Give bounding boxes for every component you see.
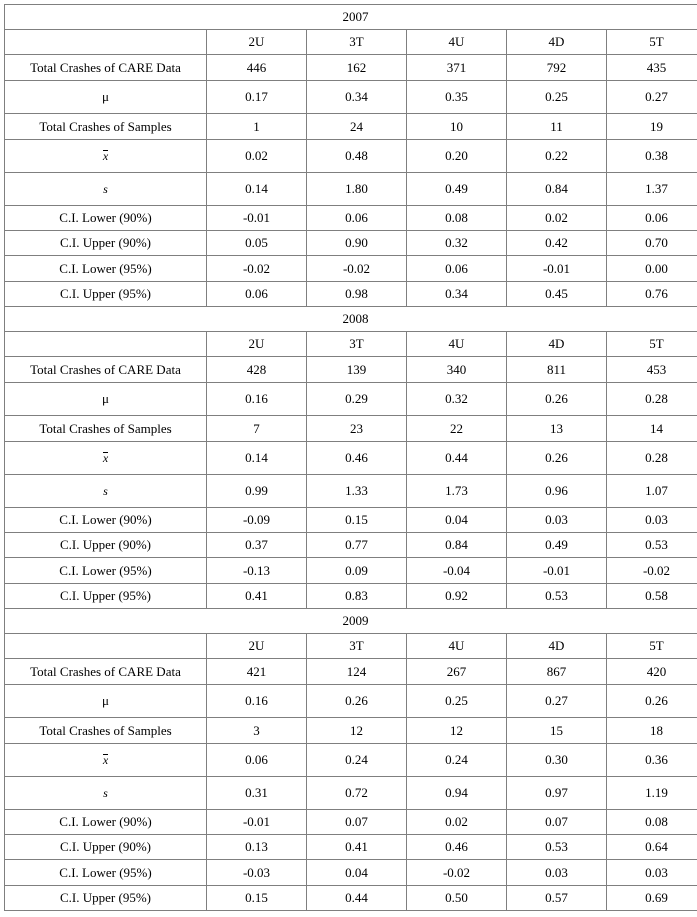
table-cell: 0.34: [407, 282, 507, 307]
row-label: [5, 114, 207, 140]
table-row: [5, 442, 697, 475]
year-label: 2009: [5, 609, 697, 634]
row-label-text: C.I. Upper (95%): [60, 890, 151, 905]
table-cell: 0.53: [507, 584, 607, 609]
table-cell: 792: [507, 55, 607, 81]
row-label-text: C.I. Upper (95%): [60, 286, 151, 301]
table-cell: 0.22: [507, 140, 607, 173]
table-cell: 0.53: [607, 533, 697, 558]
table-cell: 0.04: [307, 860, 407, 886]
table-cell: 0.03: [507, 508, 607, 533]
table-row: [5, 416, 697, 442]
table-cell: 0.26: [507, 442, 607, 475]
table-cell: 0.02: [407, 810, 507, 835]
row-label: [5, 55, 207, 81]
column-header: 2U: [207, 332, 307, 357]
row-label-text: C.I. Upper (90%): [60, 537, 151, 552]
table-row: [5, 114, 697, 140]
row-label: [5, 718, 207, 744]
table-cell: 0.26: [607, 685, 697, 718]
table-cell: 0.27: [507, 685, 607, 718]
table-cell: -0.02: [607, 558, 697, 584]
table-cell: 0.70: [607, 231, 697, 256]
table-cell: -0.02: [407, 860, 507, 886]
row-label: [5, 383, 207, 416]
column-header-row: [5, 332, 697, 357]
table-row: [5, 533, 697, 558]
table-cell: 0.99: [207, 475, 307, 508]
table-cell: 0.49: [407, 173, 507, 206]
table-row: [5, 584, 697, 609]
table-row: [5, 55, 697, 81]
column-header: 4U: [407, 634, 507, 659]
table-cell: 435: [607, 55, 697, 81]
year-label: 2008: [5, 307, 697, 332]
table-cell: 340: [407, 357, 507, 383]
table-cell: 0.46: [307, 442, 407, 475]
table-cell: 139: [307, 357, 407, 383]
row-label-text: Total Crashes of CARE Data: [30, 663, 181, 679]
table-cell: 0.07: [507, 810, 607, 835]
table-cell: 0.31: [207, 777, 307, 810]
statistics-table: [4, 4, 697, 911]
table-cell: 0.90: [307, 231, 407, 256]
row-label-text: Total Crashes of CARE Data: [30, 361, 181, 377]
row-label-text: x: [102, 451, 109, 465]
table-row: [5, 886, 697, 911]
row-label: [5, 533, 207, 558]
table-cell: 428: [207, 357, 307, 383]
table-cell: 14: [607, 416, 697, 442]
table-cell: 0.28: [607, 442, 697, 475]
row-label-text: s: [103, 182, 108, 196]
table-cell: 7: [207, 416, 307, 442]
column-header: 4D: [507, 332, 607, 357]
row-label-text: C.I. Lower (90%): [59, 210, 152, 225]
table-cell: 267: [407, 659, 507, 685]
table-cell: 12: [407, 718, 507, 744]
table-row: [5, 81, 697, 114]
table-cell: 420: [607, 659, 697, 685]
column-header-row: [5, 634, 697, 659]
table-cell: 0.07: [307, 810, 407, 835]
table-cell: 0.50: [407, 886, 507, 911]
table-row: [5, 558, 697, 584]
table-cell: 0.06: [307, 206, 407, 231]
table-cell: 0.25: [407, 685, 507, 718]
table-cell: -0.01: [507, 256, 607, 282]
table-cell: 0.05: [207, 231, 307, 256]
column-header: 5T: [607, 634, 697, 659]
table-cell: 0.06: [207, 744, 307, 777]
table-cell: 1.37: [607, 173, 697, 206]
row-label-text: C.I. Lower (95%): [59, 562, 152, 578]
table-cell: 0.14: [207, 442, 307, 475]
table-cell: 0.38: [607, 140, 697, 173]
table-row: [5, 256, 697, 282]
table-cell: 11: [507, 114, 607, 140]
table-cell: 0.37: [207, 533, 307, 558]
table-cell: 811: [507, 357, 607, 383]
row-label: [5, 256, 207, 282]
table-cell: 0.64: [607, 835, 697, 860]
table-cell: 0.26: [307, 685, 407, 718]
table-cell: -0.09: [207, 508, 307, 533]
table-cell: 421: [207, 659, 307, 685]
table-cell: -0.01: [207, 206, 307, 231]
table-cell: 0.13: [207, 835, 307, 860]
table-cell: 0.06: [407, 256, 507, 282]
table-cell: 0.25: [507, 81, 607, 114]
row-label: [5, 173, 207, 206]
row-label-text: Total Crashes of CARE Data: [30, 59, 181, 75]
row-label-text: C.I. Upper (90%): [60, 839, 151, 854]
table-cell: 0.08: [607, 810, 697, 835]
table-row: [5, 383, 697, 416]
column-header: 4D: [507, 30, 607, 55]
table-cell: 0.94: [407, 777, 507, 810]
row-label: [5, 475, 207, 508]
table-cell: 0.98: [307, 282, 407, 307]
table-cell: 1.80: [307, 173, 407, 206]
table-cell: -0.13: [207, 558, 307, 584]
table-cell: 0.15: [307, 508, 407, 533]
table-cell: 0.34: [307, 81, 407, 114]
table-row: [5, 659, 697, 685]
table-cell: 0.36: [607, 744, 697, 777]
table-row: [5, 140, 697, 173]
table-cell: 1: [207, 114, 307, 140]
header-empty-cell: [5, 332, 207, 357]
table-cell: -0.01: [207, 810, 307, 835]
row-label: [5, 282, 207, 307]
row-label: [5, 206, 207, 231]
table-cell: 371: [407, 55, 507, 81]
row-label-text: C.I. Lower (90%): [59, 512, 152, 527]
table-cell: 10: [407, 114, 507, 140]
column-header: 4U: [407, 30, 507, 55]
row-label: [5, 685, 207, 718]
table-cell: 0.72: [307, 777, 407, 810]
table-cell: 15: [507, 718, 607, 744]
row-label-text: C.I. Upper (95%): [60, 588, 151, 603]
row-label: [5, 357, 207, 383]
row-label: [5, 558, 207, 584]
table-cell: 0.45: [507, 282, 607, 307]
row-label: [5, 659, 207, 685]
table-cell: 0.03: [607, 508, 697, 533]
table-cell: 0.53: [507, 835, 607, 860]
column-header: 3T: [307, 30, 407, 55]
table-cell: 0.20: [407, 140, 507, 173]
row-label-text: x: [102, 753, 109, 767]
table-cell: 0.17: [207, 81, 307, 114]
table-cell: 162: [307, 55, 407, 81]
table-cell: 0.02: [507, 206, 607, 231]
table-row: [5, 206, 697, 231]
table-cell: 446: [207, 55, 307, 81]
table-cell: 0.57: [507, 886, 607, 911]
table-cell: 0.41: [207, 584, 307, 609]
table-cell: 0.96: [507, 475, 607, 508]
table-cell: 1.07: [607, 475, 697, 508]
table-cell: 0.32: [407, 231, 507, 256]
table-cell: 0.44: [407, 442, 507, 475]
table-cell: 0.00: [607, 256, 697, 282]
table-cell: -0.04: [407, 558, 507, 584]
table-cell: 0.44: [307, 886, 407, 911]
header-empty-cell: [5, 30, 207, 55]
row-label: [5, 886, 207, 911]
row-label: [5, 584, 207, 609]
table-cell: 0.84: [507, 173, 607, 206]
table-cell: 0.03: [507, 860, 607, 886]
table-cell: -0.02: [307, 256, 407, 282]
year-label: 2007: [5, 5, 697, 30]
table-cell: 0.49: [507, 533, 607, 558]
table-cell: 0.69: [607, 886, 697, 911]
row-label-text: C.I. Lower (95%): [59, 260, 152, 276]
table-cell: 1.73: [407, 475, 507, 508]
year-row: [5, 307, 697, 332]
table-cell: 0.46: [407, 835, 507, 860]
row-label: [5, 231, 207, 256]
table-cell: 0.92: [407, 584, 507, 609]
table-cell: 0.09: [307, 558, 407, 584]
table-cell: 1.33: [307, 475, 407, 508]
row-label: [5, 140, 207, 173]
year-row: [5, 5, 697, 30]
table-row: [5, 860, 697, 886]
column-header: 3T: [307, 332, 407, 357]
table-cell: 19: [607, 114, 697, 140]
table-row: [5, 282, 697, 307]
table-cell: 0.58: [607, 584, 697, 609]
column-header: 4U: [407, 332, 507, 357]
year-row: [5, 609, 697, 634]
table-cell: 0.77: [307, 533, 407, 558]
row-label: [5, 744, 207, 777]
row-label: [5, 81, 207, 114]
row-label: [5, 810, 207, 835]
table-cell: 3: [207, 718, 307, 744]
table-cell: 453: [607, 357, 697, 383]
column-header: 4D: [507, 634, 607, 659]
column-header: 2U: [207, 634, 307, 659]
table-row: [5, 718, 697, 744]
table-cell: -0.02: [207, 256, 307, 282]
table-cell: 0.26: [507, 383, 607, 416]
table-cell: 0.32: [407, 383, 507, 416]
row-label-text: μ: [102, 693, 109, 708]
table-row: [5, 475, 697, 508]
row-label: [5, 777, 207, 810]
row-label: [5, 508, 207, 533]
table-cell: 124: [307, 659, 407, 685]
column-header: 3T: [307, 634, 407, 659]
row-label: [5, 860, 207, 886]
table-cell: 0.83: [307, 584, 407, 609]
row-label: [5, 835, 207, 860]
table-row: [5, 744, 697, 777]
table-cell: -0.01: [507, 558, 607, 584]
table-cell: 0.03: [607, 860, 697, 886]
table-cell: -0.03: [207, 860, 307, 886]
table-cell: 13: [507, 416, 607, 442]
table-cell: 0.42: [507, 231, 607, 256]
row-label-text: s: [103, 786, 108, 800]
table-row: [5, 173, 697, 206]
table-cell: 0.97: [507, 777, 607, 810]
table-row: [5, 810, 697, 835]
table-cell: 0.84: [407, 533, 507, 558]
table-cell: 0.15: [207, 886, 307, 911]
column-header-row: [5, 30, 697, 55]
table-row: [5, 508, 697, 533]
table-cell: 22: [407, 416, 507, 442]
table-cell: 0.30: [507, 744, 607, 777]
table-cell: 0.08: [407, 206, 507, 231]
table-row: [5, 835, 697, 860]
table-row: [5, 685, 697, 718]
table-cell: 0.04: [407, 508, 507, 533]
row-label-text: C.I. Lower (95%): [59, 864, 152, 880]
table-cell: 0.16: [207, 383, 307, 416]
table-cell: 0.76: [607, 282, 697, 307]
table-cell: 0.14: [207, 173, 307, 206]
table-cell: 0.16: [207, 685, 307, 718]
table-cell: 12: [307, 718, 407, 744]
table-row: [5, 777, 697, 810]
table-cell: 0.35: [407, 81, 507, 114]
row-label-text: C.I. Lower (90%): [59, 814, 152, 829]
row-label: [5, 416, 207, 442]
table-cell: 0.28: [607, 383, 697, 416]
row-label-text: C.I. Upper (90%): [60, 235, 151, 250]
row-label-text: Total Crashes of Samples: [39, 118, 172, 134]
table-cell: 0.24: [407, 744, 507, 777]
table-cell: 1.19: [607, 777, 697, 810]
row-label-text: μ: [102, 89, 109, 104]
table-cell: 0.06: [607, 206, 697, 231]
table-cell: 867: [507, 659, 607, 685]
table-cell: 0.06: [207, 282, 307, 307]
table-cell: 0.02: [207, 140, 307, 173]
row-label-text: μ: [102, 391, 109, 406]
header-empty-cell: [5, 634, 207, 659]
column-header: 5T: [607, 30, 697, 55]
table-cell: 23: [307, 416, 407, 442]
row-label-text: s: [103, 484, 108, 498]
column-header: 2U: [207, 30, 307, 55]
row-label: [5, 442, 207, 475]
table-row: [5, 357, 697, 383]
table-cell: 0.27: [607, 81, 697, 114]
table-cell: 18: [607, 718, 697, 744]
row-label-text: Total Crashes of Samples: [39, 722, 172, 738]
row-label-text: x: [102, 149, 109, 163]
table-cell: 0.48: [307, 140, 407, 173]
column-header: 5T: [607, 332, 697, 357]
table-cell: 0.29: [307, 383, 407, 416]
table-cell: 0.41: [307, 835, 407, 860]
row-label-text: Total Crashes of Samples: [39, 420, 172, 436]
table-row: [5, 231, 697, 256]
table-cell: 24: [307, 114, 407, 140]
table-cell: 0.24: [307, 744, 407, 777]
